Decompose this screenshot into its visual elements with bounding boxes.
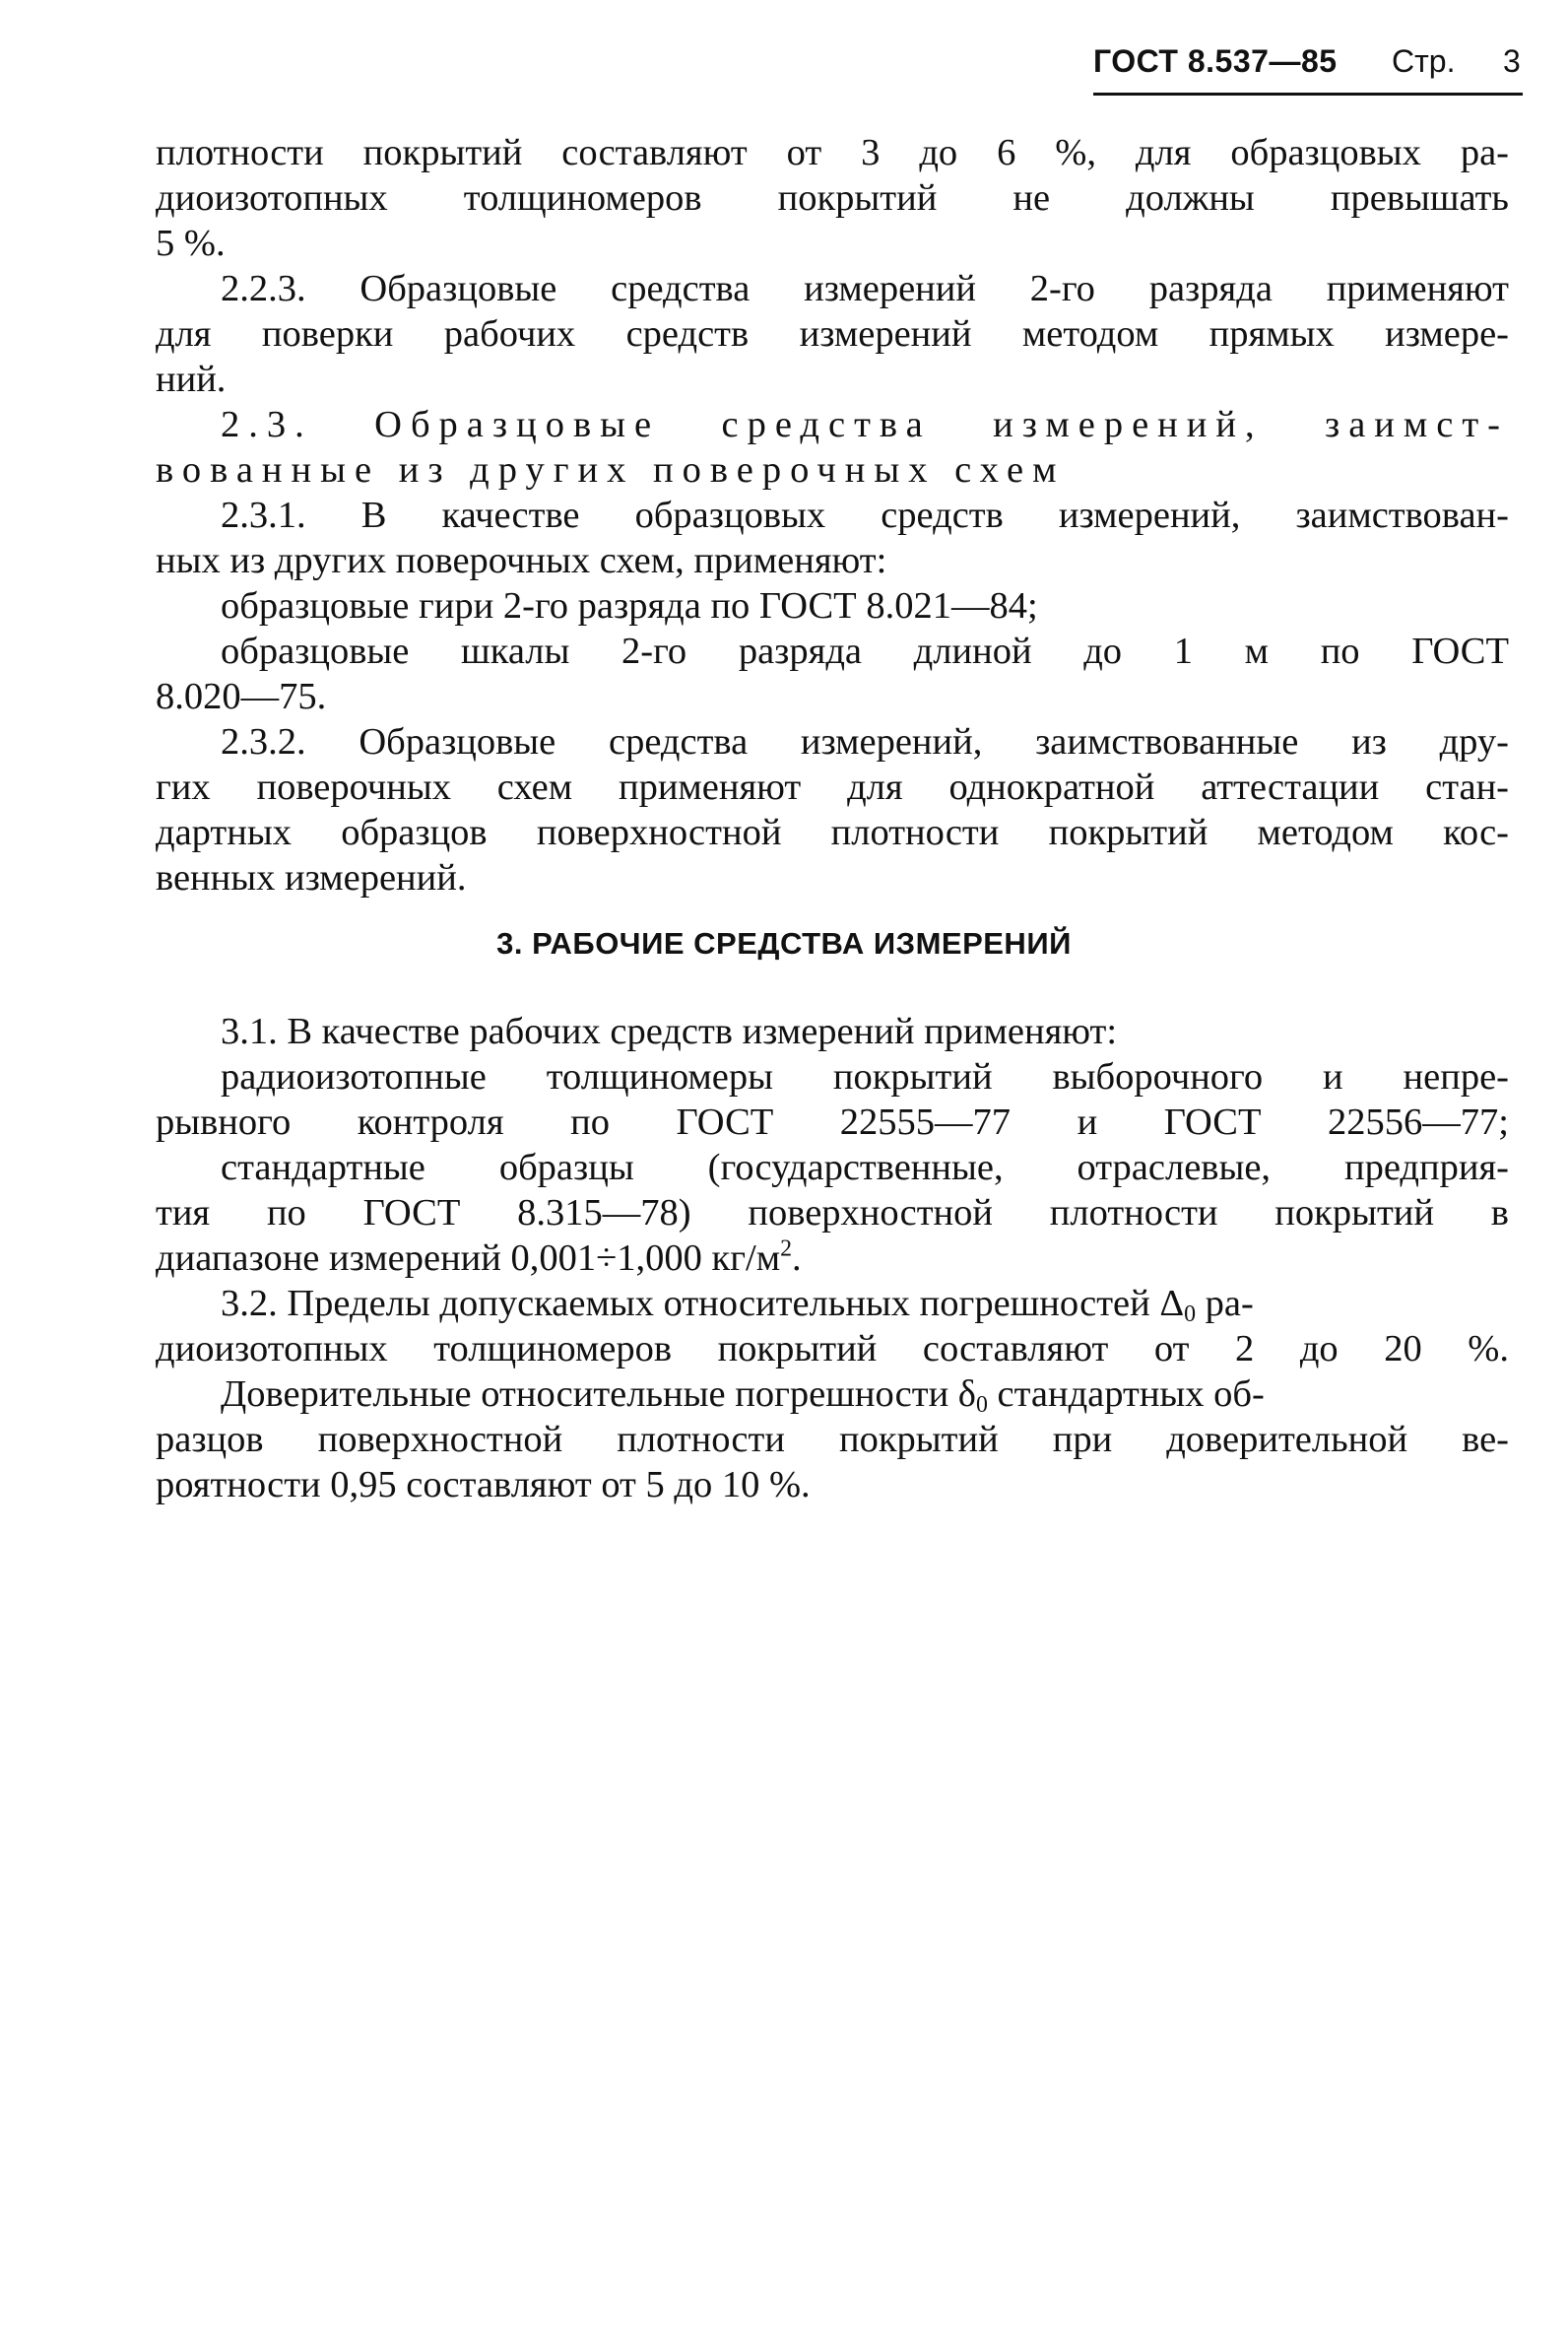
page-label: Стр. <box>1392 43 1456 79</box>
text-line: ных из других поверочных схем, применяют: <box>156 540 887 581</box>
text-line: роятности 0,95 составляют от 5 до 10 %. <box>156 1464 811 1505</box>
text-line: диоизотопных толщиномеров покрытий составляют от 2 до 20 %. <box>156 1328 1509 1369</box>
text-line: 2.2.3. Образцовые средства измерений 2-го разряда применяют <box>221 268 1509 309</box>
text-line: 3.1. В качестве рабочих средств измерений применяют: <box>221 1011 1118 1052</box>
header-rule <box>1093 93 1523 96</box>
text-line: рывного контроля по ГОСТ 22555—77 и ГОСТ 22556—77; <box>156 1101 1509 1143</box>
text-line: образцовые гири 2-го разряда по ГОСТ 8.021—84; <box>221 585 1038 627</box>
superscript: 2 <box>780 1235 793 1262</box>
text-line: для поверки рабочих средств измерений методом прямых измере- <box>156 313 1509 355</box>
subscript: 0 <box>975 1391 988 1418</box>
text-line: диоизотопных толщиномеров покрытий не должны превышать <box>156 177 1509 219</box>
text-line: ний. <box>156 359 227 400</box>
text-fragment: диапазоне измерений 0,001÷1,000 кг/м <box>156 1237 781 1279</box>
subscript: 0 <box>1184 1301 1197 1327</box>
text-line: плотности покрытий составляют от 3 до 6 %, для образцовых ра- <box>156 132 1509 173</box>
page-number: 3 <box>1503 43 1521 79</box>
text-line: дартных образцов поверхностной плотности покрытий методом кос- <box>156 812 1509 853</box>
text-line: радиоизотопные толщиномеры покрытий выборочного и непре- <box>221 1056 1509 1098</box>
text-line: гих поверочных схем применяют для однократной аттестации стан- <box>156 767 1509 808</box>
text-line: стандартные образцы (государственные, отраслевые, предприя- <box>221 1147 1509 1188</box>
text-line: 8.020—75. <box>156 676 327 717</box>
text-line <box>221 1281 1509 1326</box>
text-line: 2.3.1. В качестве образцовых средств измерений, заимствован- <box>221 495 1509 536</box>
section-heading: 3. РАБОЧИЕ СРЕДСТВА ИЗМЕРЕНИЙ <box>496 926 1072 961</box>
text-line: 2.3.2. Образцовые средства измерений, заимствованные из дру- <box>221 721 1509 763</box>
subsection-title: 2.3. Образцовые средства измерений, заимст- <box>221 404 1509 445</box>
page-header <box>1093 43 1523 102</box>
standard-number: ГОСТ 8.537—85 <box>1093 43 1338 79</box>
text-line <box>156 1235 1509 1281</box>
text-fragment: . <box>792 1237 802 1279</box>
text-line: разцов поверхностной плотности покрытий при доверительной ве- <box>156 1419 1509 1460</box>
subsection-title: вованные из других поверочных схем <box>156 449 1066 491</box>
text-line: тия по ГОСТ 8.315—78) поверхностной плотности покрытий в <box>156 1192 1509 1234</box>
text-fragment: стандартных об- <box>987 1373 1265 1415</box>
text-line: 5 %. <box>156 223 226 264</box>
text-fragment: ра- <box>1196 1283 1254 1324</box>
text-line: венных измерений. <box>156 857 467 899</box>
text-line: образцовые шкалы 2-го разряда длиной до 1 м по ГОСТ <box>221 631 1509 672</box>
text-line <box>221 1371 1509 1417</box>
text-fragment: Доверительные относительные погрешности δ <box>221 1373 976 1415</box>
text-fragment: 3.2. Пределы допускаемых относительных погрешностей Δ <box>221 1283 1185 1324</box>
